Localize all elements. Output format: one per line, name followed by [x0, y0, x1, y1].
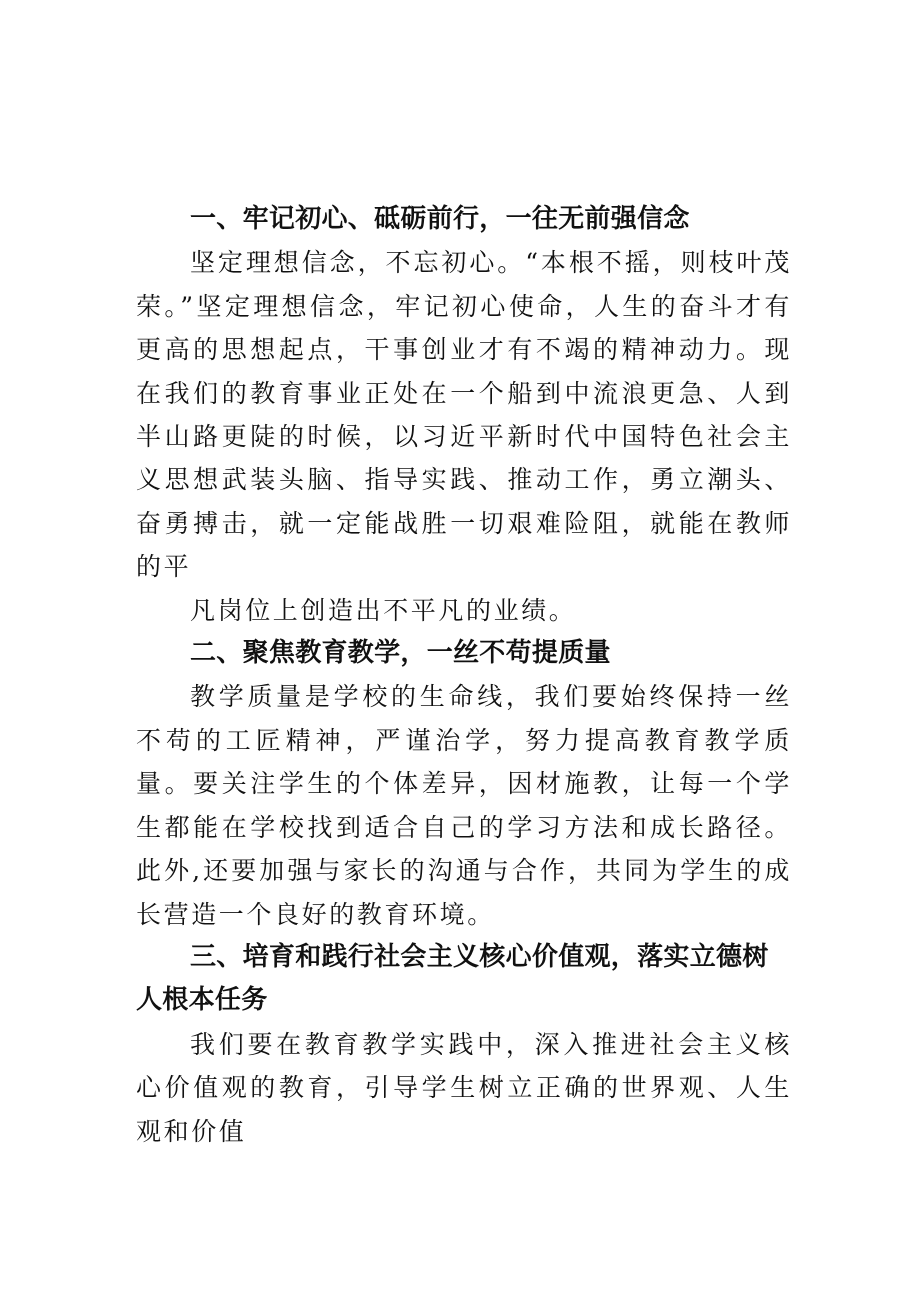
section-2-paragraph-1: 教学质量是学校的生命线，我们要始终保持一丝不苟的工匠精神，严谨治学，努力提高教育教学质量。要关注学生的个体差异，因材施教，让每一个学生都能在学校找到适合自己的学习方法和成长路径。此外,还要加强与家长的沟通与合作，共同为学生的成长营造一个良好的教育环境。: [136, 682, 792, 929]
section-heading-3: 三、培育和践行社会主义核心价值观，落实立德树人根本任务: [136, 941, 769, 1016]
section-3-paragraph-1: 我们要在教育教学实践中，深入推进社会主义核心价值观的教育，引导学生树立正确的世界观、人生观和价值: [136, 1029, 792, 1146]
section-1-paragraph-2: 凡岗位上创造出不平凡的业绩。: [190, 595, 577, 625]
section-heading-2: 二、聚焦教育教学，一丝不苟提质量: [190, 638, 611, 669]
section-heading-1: 一、牢记初心、砥砺前行，一往无前强信念: [190, 204, 690, 234]
document-body: [136, 198, 792, 1153]
section-1-paragraph-1: 坚定理想信念，不忘初心。“本根不摇，则枝叶茂荣。”坚定理想信念，牢记初心使命，人生的奋斗才有更高的思想起点，干事创业才有不竭的精神动力。现在我们的教育事业正处在一个船到中流浪更急、人到半山路更陡的时候，以习近平新时代中国特色社会主义思想武装头脑、指导实践、推动工作，勇立潮头、奋勇搏击，就一定能战胜一切艰难险阻，就能在教师的平: [136, 248, 792, 582]
